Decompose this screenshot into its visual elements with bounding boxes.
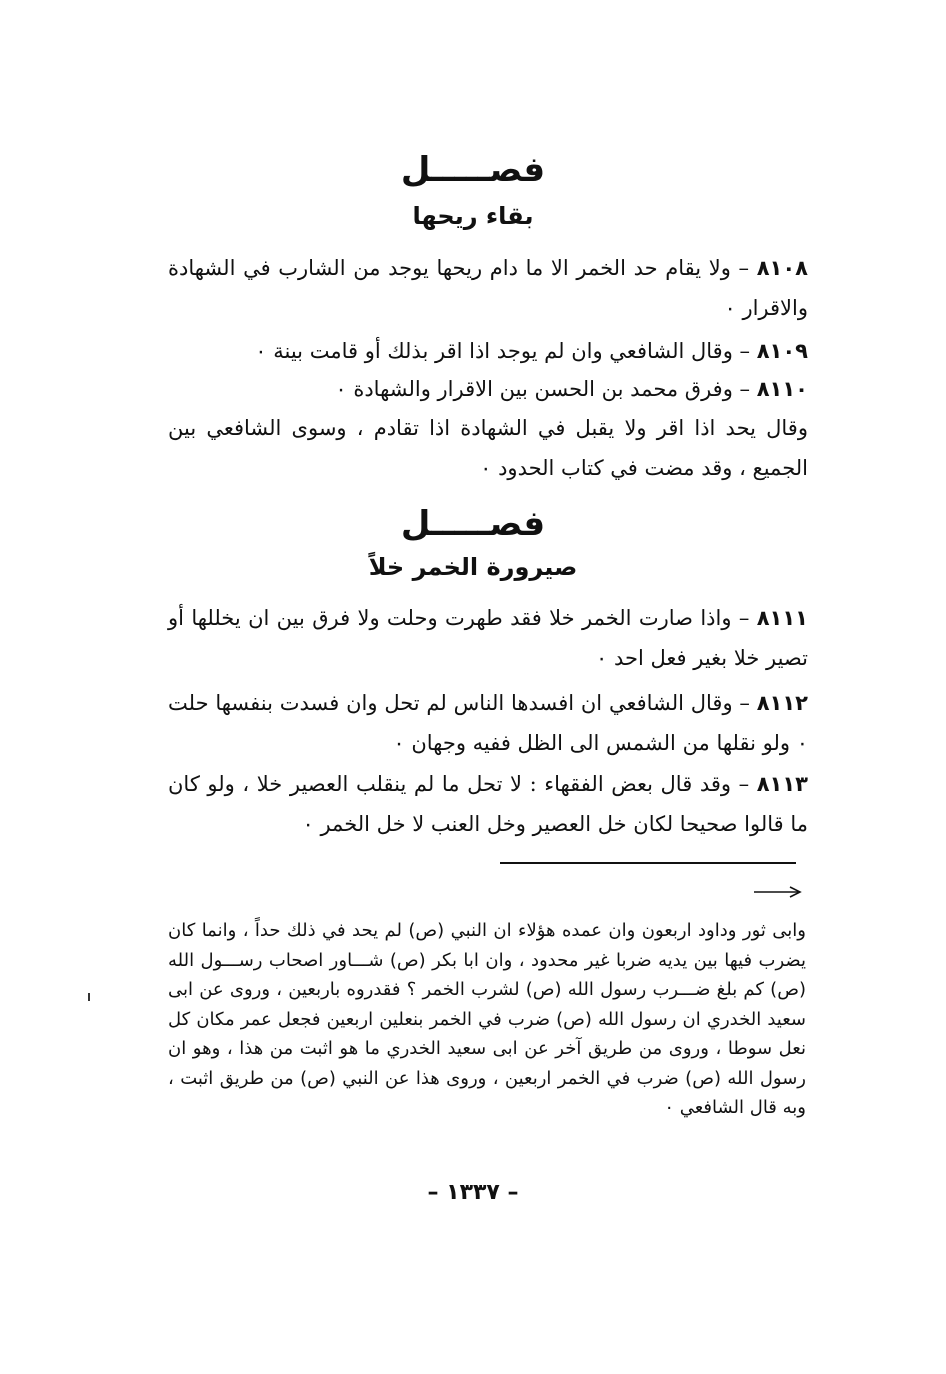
paragraph (168, 683, 808, 763)
paragraph (168, 408, 808, 488)
paragraph-text: – وقال الشافعي ان افسدها الناس لم تحل وان فسدت بنفسها حلت ٠ ولو نقلها من الشمس الى الظل ففيه وجهان ٠ (168, 691, 808, 755)
arrow-right-icon (752, 884, 804, 900)
paragraph-text: – ولا يقام حد الخمر الا ما دام ريحها يوجد من الشارب في الشهادة والاقرار ٠ (168, 256, 808, 320)
paragraph-number: ٨١١٠ (756, 377, 808, 401)
paragraph-number: ٨١٠٩ (756, 339, 808, 363)
paragraph (168, 369, 808, 409)
paragraph-number: ٨١٠٨ (756, 256, 808, 280)
paragraph (168, 598, 808, 678)
paragraph-text: وقال يحد اذا اقر ولا يقبل في الشهادة اذا تقادم ، وسوى الشافعي بين الجميع ، وقد مضت في كتاب الحدود ٠ (168, 416, 808, 480)
paragraph-number: ٨١١٢ (756, 691, 808, 715)
footnote: وابى ثور وداود اربعون وان عمده هؤلاء ان النبي (ص) لم يحد في ذلك حداً ، وانما كان يضرب فيها بين يديه ضربا غير محدود ، وان ابا بكر (ص) شـــاور اصحاب رســـول الله (ص) كم بلغ ضـــرب رسول الله (ص) لشرب الخمر ؟ فقدروه باربعين ، وروى عن ابى سعيد الخدري ان رسول الله (ص) ضرب في الخمر بنعلين اربعين فجعل عمر مكان كل نعل سوطا ، وروى من طريق آخر عن ابى سعيد الخدري ما هو اثبت من هذا ، وهو ان رسول الله (ص) ضرب في الخمر اربعين ، وروى هذا عن النبي (ص) من طريق اثبت ، وبه قال الشافعي ٠ (168, 920, 806, 1118)
paragraph-number: ٨١١٣ (756, 772, 808, 796)
section-heading: فصـــــل (400, 150, 546, 190)
section-heading: فصـــــل (400, 504, 546, 544)
paragraph-number: ٨١١١ (756, 606, 808, 630)
section-subheading: بقاء ريحها (412, 202, 534, 230)
paragraph-text: – وفرق محمد بن الحسن بين الاقرار والشهادة ٠ (335, 377, 757, 401)
paragraph (168, 764, 808, 844)
page-number: – ١٣٣٧ – (427, 1180, 519, 1205)
paragraph (168, 331, 808, 371)
paragraph-text: – وقد قال بعض الفقهاء : لا تحل ما لم ينقلب العصير خلا ، ولو كان ما قالوا صحيحا لكان خل العصير وخل العنب لا خل الخمر ٠ (168, 772, 808, 836)
footnote-separator (500, 862, 796, 864)
paragraph-text: – وقال الشافعي وان لم يوجد اذا اقر بذلك أو قامت بينة ٠ (255, 339, 757, 363)
paragraph (168, 248, 808, 328)
section-subheading: صيرورة الخمر خلاً (368, 553, 578, 581)
scan-mark (88, 993, 90, 1001)
paragraph-text: – واذا صارت الخمر خلا فقد طهرت وحلت ولا فرق بين ان يخللها أو تصير خلا بغير فعل احد ٠ (168, 606, 808, 670)
